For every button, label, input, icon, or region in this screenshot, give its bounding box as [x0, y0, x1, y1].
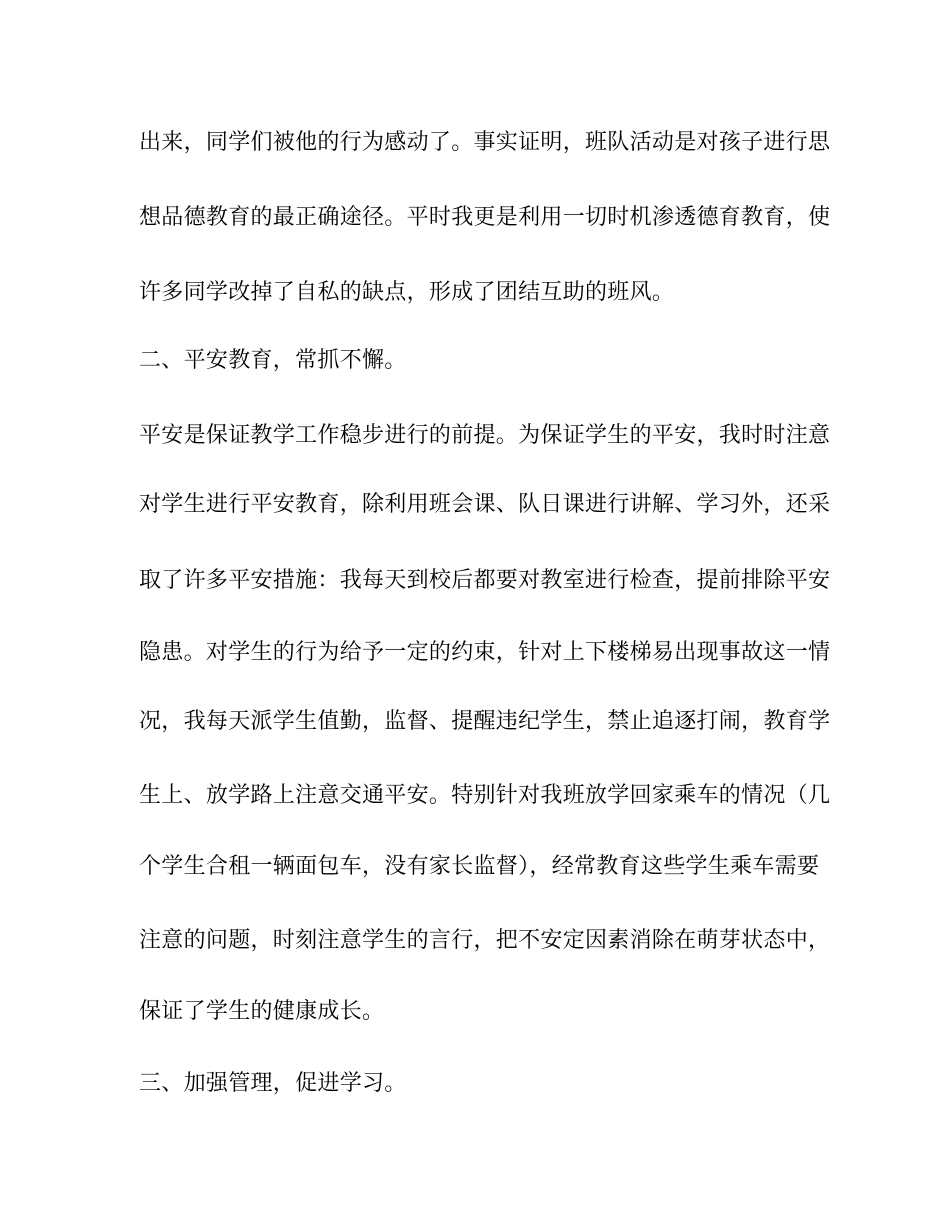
- paragraph-line: 个学生合租一辆面包车，没有家长监督），经常教育这些学生乘车需要: [139, 854, 820, 879]
- paragraph-line: 出来，同学们被他的行为感动了。事实证明，班队活动是对孩子进行思: [139, 130, 831, 155]
- paragraph-line: 生上、放学路上注意交通平安。特别针对我班放学回家乘车的情况（几: [139, 783, 831, 808]
- paragraph-line: 况，我每天派学生值勤，监督、提醒违纪学生，禁止追逐打闹，教育学: [139, 709, 831, 734]
- paragraph-line: 隐患。对学生的行为给予一定的约束，针对上下楼梯易出现事故这一情: [139, 640, 831, 665]
- paragraph-line: 对学生进行平安教育，除利用班会课、队日课进行讲解、学习外，还采: [139, 492, 831, 517]
- paragraph-line: 许多同学改掉了自私的缺点，形成了团结互助的班风。: [139, 280, 675, 305]
- paragraph-line: 注意的问题，时刻注意学生的言行，把不安定因素消除在萌芽状态中，: [139, 928, 831, 953]
- section-heading: 三、加强管理，促进学习。: [139, 1071, 407, 1096]
- paragraph-line: 想品德教育的最正确途径。平时我更是利用一切时机渗透德育教育，使: [139, 205, 831, 230]
- section-heading: 二、平安教育，常抓不懈。: [139, 348, 407, 373]
- paragraph-line: 平安是保证教学工作稳步进行的前提。为保证学生的平安，我时时注意: [139, 423, 831, 448]
- paragraph-line: 取了许多平安措施：我每天到校后都要对教室进行检查，提前排除平安: [139, 568, 831, 593]
- paragraph-line: 保证了学生的健康成长。: [139, 999, 385, 1024]
